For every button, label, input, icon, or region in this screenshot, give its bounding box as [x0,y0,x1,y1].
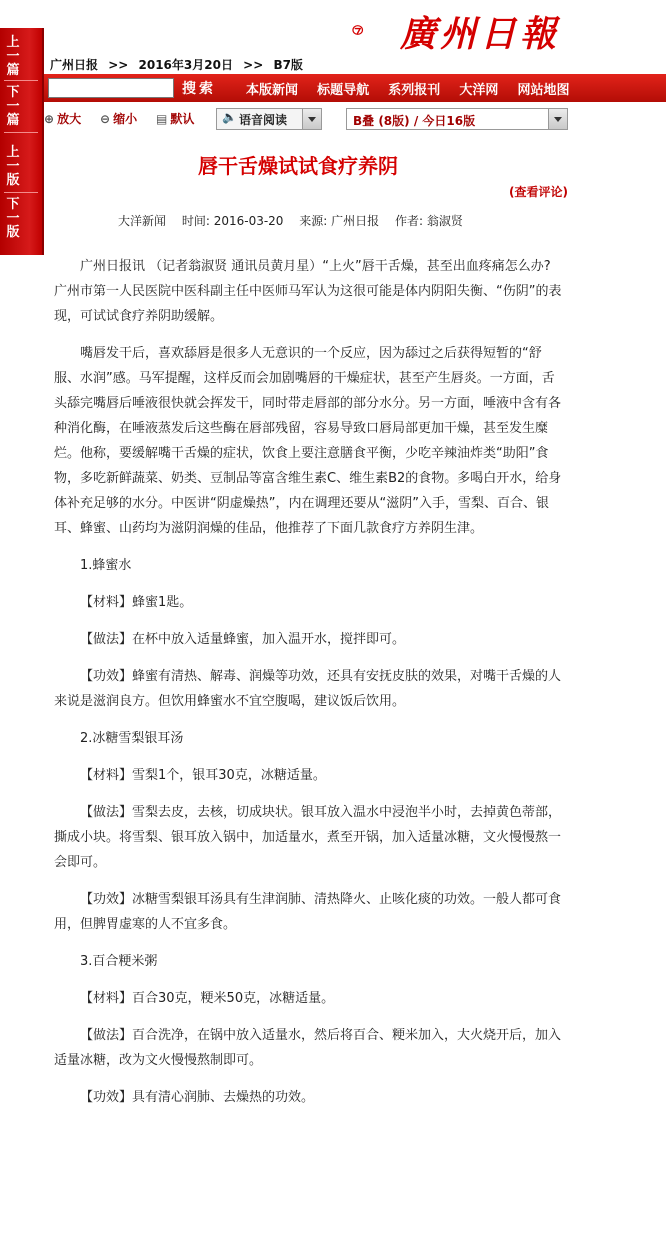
meta-source: 来源: 广州日报 [299,214,380,228]
top-navbar [44,74,666,102]
nav-link-series[interactable]: 系列报刊 [388,83,441,98]
article-paragraph: 1.蜂蜜水 [80,558,132,573]
prev-edition-label-1: 上 [6,145,20,160]
nav-link-title-nav[interactable]: 标题导航 [317,83,370,98]
article-paragraph: 【功效】蜂蜜有清热、解毒、润燥等功效，还具有安抚皮肤的效果，对嘴干舌燥的人来说是滋润良方。但饮用蜂蜜水不宜空腹喝，建议饭后饮用。 [54,669,562,709]
nav-link-sitemap[interactable]: 网站地图 [517,83,570,98]
newspaper-logo-icon [352,8,402,52]
prev-article-label-2: 一 [6,49,20,64]
view-comments-link[interactable]: (查看评论) [509,185,568,199]
divider [4,80,38,81]
search-input[interactable] [48,78,174,98]
prev-edition-label-2: 一 [6,159,20,174]
reading-toolbar [44,104,666,134]
next-article-label-2: 一 [6,99,20,114]
default-size-label: 默认 [170,112,195,126]
article-paragraph: 【功效】冰糖雪梨银耳汤具有生津润肺、清热降火、止咳化痰的功效。一般人都可食用，但脾胃虚寒的人不宜多食。 [54,892,562,932]
article-paragraph: 【功效】具有清心润肺、去燥热的功效。 [80,1090,315,1105]
speaker-icon: 🔈 [222,110,237,124]
zoom-out-icon: ⊖ [100,112,111,126]
document-icon: ▤ [156,112,168,126]
breadcrumb-date[interactable]: 2016年3月20日 [138,58,233,72]
article-paragraph: 【做法】在杯中放入适量蜂蜜，加入温开水，搅拌即可。 [80,632,406,647]
next-article-label-3: 篇 [6,113,20,128]
side-navigation [0,28,44,255]
zoom-in-button[interactable] [44,110,81,127]
nav-links [246,79,583,98]
chevron-down-icon[interactable] [548,109,567,129]
breadcrumb-paper[interactable]: 广州日报 [50,58,99,72]
article-paragraph: 嘴唇发干后，喜欢舔唇是很多人无意识的一个反应，因为舔过之后获得短暂的“舒服、水润”感。马军提醒，这样反而会加剧嘴唇的干燥症状，甚至产生唇炎。一方面，舌头舔完嘴唇后唾液很快就会挥发干，同时带走唇部的部分水分。另一方面，唾液中含有各种消化酶，在唾液蒸发后这些酶在唇部残留，容易导致口唇局部更加干燥，甚至发生糜烂。他称，要缓解嘴干舌燥的症状，饮食上要注意膳食平衡，少吃辛辣油炸类“助阳”食物，多吃新鲜蔬菜、奶类、豆制品等富含维生素C、维生素B2的食物。多喝白开水，给身体补充足够的水分。中医讲“阴虚燥热”，内在调理还要从“滋阴”入手，雪梨、百合、银耳、蜂蜜、山药均为滋阴润燥的佳品，他推荐了下面几款食疗方养阴生津。 [54,346,562,536]
zoom-out-label: 缩小 [113,112,138,126]
newspaper-logo[interactable]: 廣州日報 [400,13,561,55]
zoom-in-label: 放大 [57,112,82,126]
article-paragraph: 2.冰糖雪梨银耳汤 [80,731,184,746]
next-edition-label-2: 一 [6,211,20,226]
prev-article-label-3: 篇 [6,63,20,78]
article-paragraph: 【材料】雪梨1个，银耳30克，冰糖适量。 [80,768,326,783]
meta-time: 时间: 2016-03-20 [181,214,284,228]
breadcrumb-edition[interactable]: B7版 [273,58,303,72]
breadcrumb-sep: >> [243,58,264,72]
article-body [54,254,562,1122]
voice-read-select[interactable] [216,108,322,130]
article-paragraph: 3.百合粳米粥 [80,954,158,969]
chevron-down-icon[interactable] [302,109,321,129]
nav-link-page-news[interactable]: 本版新闻 [246,83,299,98]
article-paragraph: 【做法】雪梨去皮，去核，切成块状。银耳放入温水中浸泡半小时，去掉黄色蒂部，撕成小块。将雪梨、银耳放入锅中，加适量水，煮至开锅，加入适量冰糖，文火慢慢熬一会即可。 [54,805,562,870]
next-article-label-1: 下 [6,85,20,100]
article-paragraph: 【材料】百合30克，粳米50克，冰糖适量。 [80,991,335,1006]
voice-read-label: 语音阅读 [239,113,288,127]
breadcrumb [50,56,309,73]
nav-link-dayoo[interactable]: 大洋网 [459,83,499,98]
divider [4,132,38,133]
prev-article-label-1: 上 [6,35,20,50]
edition-select[interactable] [346,108,568,130]
prev-edition-label-3: 版 [6,173,20,188]
next-edition-label-1: 下 [6,197,20,212]
zoom-out-button[interactable] [100,110,137,127]
breadcrumb-sep: >> [108,58,129,72]
meta-author: 作者: 翁淑贤 [394,214,463,228]
default-size-button[interactable] [156,110,194,127]
article-paragraph: 【做法】百合洗净，在锅中放入适量水，然后将百合、粳米加入，大火烧开后，加入适量冰糖，改为文火慢慢熬制即可。 [54,1028,562,1068]
article-paragraph: 【材料】蜂蜜1匙。 [80,595,193,610]
article-paragraph: 广州日报讯 （记者翁淑贤 通讯员黄月星）“上火”唇干舌燥，甚至出血疼痛怎么办?广州市第一人民医院中医科副主任中医师马军认为这很可能是体内阴阳失衡、“伤阴”的表现，可试试食疗养阴助缓解。 [54,259,562,324]
meta-site: 大洋新闻 [118,214,167,228]
edition-select-value: B叠 (8版) / 今日16版 [353,114,476,128]
search-button[interactable]: 搜索 [182,81,216,97]
article-meta [118,212,475,229]
zoom-in-icon: ⊕ [44,112,55,126]
article-title: 唇干舌燥试试食疗养阴 [198,154,398,178]
divider [4,192,38,193]
next-edition-label-3: 版 [6,225,20,240]
